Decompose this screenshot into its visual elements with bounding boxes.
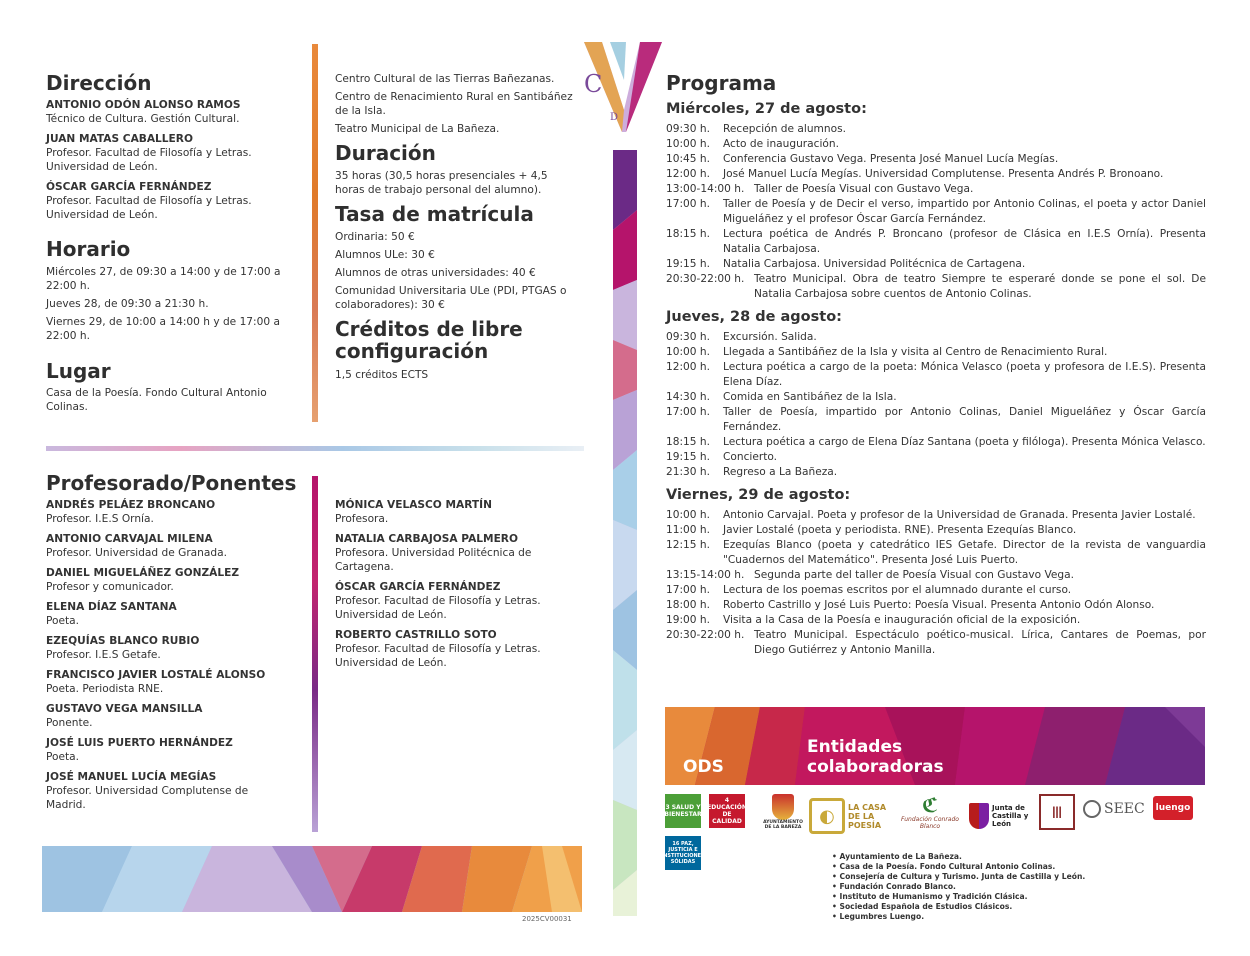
globe-icon <box>1083 800 1101 818</box>
schedule-text: Visita a la Casa de la Poesía e inauguración oficial de la exposición. <box>723 614 1081 626</box>
schedule-time: 19:15 h. <box>666 258 710 270</box>
person-role: Profesor y comunicador. <box>46 581 174 593</box>
person-role: Profesora. Universidad Politécnica de Cartagena. <box>335 547 532 573</box>
logo-letter-c: C <box>584 70 603 98</box>
divider-vertical <box>312 44 318 422</box>
schedule-row <box>666 197 1206 227</box>
schedule-row <box>666 465 1206 480</box>
person-role: Poeta. <box>46 615 80 627</box>
schedule-row <box>666 330 1206 345</box>
person-name: JUAN MATAS CABALLERO <box>46 133 193 145</box>
person-role: Profesora. <box>335 513 389 525</box>
person-name: JOSÉ LUIS PUERTO HERNÁNDEZ <box>46 737 233 749</box>
tasa-item: Alumnos de otras universidades: 40 € <box>335 267 536 279</box>
tasa-item: Comunidad Universitaria ULe (PDI, PTGAS o colaboradores): 30 € <box>335 285 567 311</box>
schedule-row <box>666 435 1206 450</box>
person-role: Poeta. <box>46 751 80 763</box>
schedule-row <box>666 583 1206 598</box>
profesorado-col2 <box>335 498 575 676</box>
schedule-text: Lectura poética a cargo de Elena Díaz Santana (poeta y filóloga). Presenta Mónica Velasco. <box>723 436 1206 448</box>
horario-item: Jueves 28, de 09:30 a 21:30 h. <box>46 298 209 310</box>
schedule-text: Teatro Municipal. Espectáculo poético-musical. Lírica, Cantares de Poemas, por Diego Gutiérrez y Antonio Manilla. <box>754 629 1206 656</box>
c-swirl-icon: ℭ <box>921 793 939 817</box>
list-item: • Casa de la Poesía. Fondo Cultural Antonio Colinas. <box>832 862 1132 872</box>
person-name: ÓSCAR GARCÍA FERNÁNDEZ <box>335 581 501 593</box>
schedule-time: 12:15 h. <box>666 539 710 551</box>
schedule-text: Taller de Poesía y de Decir el verso, impartido por Antonio Colinas, el poeta y actor Daniel Migueláñez y el profesor Óscar García Fernández. <box>723 198 1206 225</box>
conrado-label: Fundación Conrado Blanco <box>901 816 959 830</box>
person-role: Profesor. Facultad de Filosofía y Letras. Universidad de León. <box>46 195 252 221</box>
schedule-time: 20:30-22:00 h. <box>666 273 745 285</box>
schedule-row <box>666 272 1206 302</box>
horario-title: Horario <box>46 237 131 261</box>
schedule-text: Taller de Poesía, impartido por Antonio Colinas, Daniel Migueláñez y Óscar García Fernández. <box>723 406 1206 433</box>
person-name: EZEQUÍAS BLANCO RUBIO <box>46 635 200 647</box>
horario-item: Viernes 29, de 10:00 a 14:00 h y de 17:00 a 22:00 h. <box>46 316 280 342</box>
schedule-text: Lectura poética a cargo de la poeta: Mónica Velasco (poeta y profesora de I.E.S). Presenta Elena Díaz. <box>723 361 1206 388</box>
shield-icon <box>772 794 794 820</box>
schedule-time: 19:15 h. <box>666 451 710 463</box>
list-item: • Instituto de Humanismo y Tradición Clásica. <box>832 892 1132 902</box>
schedule-row <box>666 122 1206 137</box>
day-title: Jueves, 28 de agosto: <box>666 309 842 325</box>
schedule-text: Regreso a La Bañeza. <box>723 466 838 478</box>
person-name: ANDRÉS PELÁEZ BRONCANO <box>46 499 216 511</box>
schedule-text: Conferencia Gustavo Vega. Presenta José Manuel Lucía Megías. <box>723 153 1059 165</box>
profesorado-section <box>46 472 308 818</box>
schedule-text: Javier Lostalé (poeta y periodista. RNE). Presenta Ezequías Blanco. <box>723 524 1077 536</box>
luengo-logo: luengo <box>1153 796 1193 820</box>
divider-vertical <box>312 476 318 832</box>
schedule-time: 12:00 h. <box>666 168 710 180</box>
schedule-row <box>666 523 1206 538</box>
creditos-title: Créditos de libre configuración <box>335 317 523 363</box>
schedule-row <box>666 628 1206 658</box>
schedule-row <box>666 508 1206 523</box>
person-name: FRANCISCO JAVIER LOSTALÉ ALONSO <box>46 669 266 681</box>
schedule-text: Teatro Municipal. Obra de teatro Siempre te esperaré donde se pone el sol. De Natalia Carbajosa sobre cuentos de Antonio Colinas. <box>754 273 1206 300</box>
left-page <box>0 0 620 956</box>
spine-band <box>613 150 637 916</box>
person-role: Profesor. Universidad Complutense de Madrid. <box>46 785 249 811</box>
list-item: • Consejería de Cultura y Turismo. Junta de Castilla y León. <box>832 872 1132 882</box>
place-item: Centro de Renacimiento Rural en Santibáñez de la Isla. <box>335 91 573 117</box>
person-name: ÓSCAR GARCÍA FERNÁNDEZ <box>46 181 212 193</box>
schedule-time: 11:00 h. <box>666 524 710 536</box>
place-item: Centro Cultural de las Tierras Bañezanas. <box>335 73 555 85</box>
tasa-item: Ordinaria: 50 € <box>335 231 415 243</box>
schedule-text: Ezequías Blanco (poeta y catedrático IES Getafe. Director de la revista de vanguardia "Cuadernos del Matemático". Presenta José Luis Puerto. <box>723 539 1206 566</box>
entidades-label: Entidades colaboradoras <box>807 737 944 777</box>
schedule-text: Segunda parte del taller de Poesía Visual con Gustavo Vega. <box>754 569 1074 581</box>
decorative-band <box>42 846 582 912</box>
schedule-time: 18:00 h. <box>666 599 710 611</box>
schedule-text: Antonio Carvajal. Poeta y profesor de la Universidad de Granada. Presenta Javier Lostalé. <box>723 509 1196 521</box>
junta-logo <box>969 796 1035 836</box>
schedule-row <box>666 257 1206 272</box>
programa-section <box>666 72 1206 658</box>
entidades-banner <box>665 707 1205 785</box>
circle-c-icon: ◐ <box>809 798 845 834</box>
person-name: ANTONIO ODÓN ALONSO RAMOS <box>46 99 241 111</box>
bañeza-logo <box>763 794 803 842</box>
document-code: 2025CV00031 <box>522 915 572 923</box>
person-role: Profesor. Facultad de Filosofía y Letras. Universidad de León. <box>335 595 541 621</box>
schedule-time: 17:00 h. <box>666 406 710 418</box>
person-name: DANIEL MIGUELÁÑEZ GONZÁLEZ <box>46 567 240 579</box>
direccion-section <box>46 72 304 228</box>
person-name: JOSÉ MANUEL LUCÍA MEGÍAS <box>46 771 217 783</box>
schedule-time: 09:30 h. <box>666 123 710 135</box>
casa-poesia-label: LA CASA DE LA POESÍA <box>848 802 887 830</box>
person-role: Profesor. Facultad de Filosofía y Letras. Universidad de León. <box>335 643 541 669</box>
schedule-time: 18:15 h. <box>666 436 710 448</box>
column-icon: Ⅲ <box>1051 802 1063 822</box>
logo-letter-d: D <box>610 112 619 123</box>
schedule-time: 13:00-14:00 h. <box>666 183 745 195</box>
bañeza-label: AYUNTAMIENTO DE LA BAÑEZA <box>763 820 803 830</box>
seec-logo <box>1083 798 1149 820</box>
duracion-text: 35 horas (30,5 horas presenciales + 4,5 horas de trabajo personal del alumno). <box>335 170 548 196</box>
shield-icon <box>969 803 989 829</box>
schedule-text: Excursión. Salida. <box>723 331 817 343</box>
schedule-time: 10:00 h. <box>666 138 710 150</box>
direccion-title: Dirección <box>46 71 152 95</box>
schedule-row <box>666 568 1206 583</box>
person-name: ELENA DÍAZ SANTANA <box>46 601 177 613</box>
schedule-text: Lectura de los poemas escritos por el alumnado durante el curso. <box>723 584 1072 596</box>
entidades-list <box>832 852 1132 922</box>
schedule-time: 19:00 h. <box>666 614 710 626</box>
spine-logo <box>580 40 670 132</box>
person-name: ROBERTO CASTRILLO SOTO <box>335 629 497 641</box>
ods-label: ODS <box>683 757 724 777</box>
schedule-text: Acto de inauguración. <box>723 138 839 150</box>
schedule-text: Taller de Poesía Visual con Gustavo Vega. <box>754 183 974 195</box>
person-name: ANTONIO CARVAJAL MILENA <box>46 533 213 545</box>
humanismo-logo <box>1039 794 1075 830</box>
ods-3-logo: 3 SALUD Y BIENESTAR <box>665 794 701 828</box>
schedule-row <box>666 390 1206 405</box>
place-item: Teatro Municipal de La Bañeza. <box>335 123 500 135</box>
schedule-time: 12:00 h. <box>666 361 710 373</box>
horario-item: Miércoles 27, de 09:30 a 14:00 y de 17:00 a 22:00 h. <box>46 266 281 292</box>
schedule-text: Llegada a Santibáñez de la Isla y visita al Centro de Renacimiento Rural. <box>723 346 1108 358</box>
schedule-time: 21:30 h. <box>666 466 710 478</box>
duracion-title: Duración <box>335 141 436 165</box>
tasa-title: Tasa de matrícula <box>335 202 534 226</box>
ods-4-logo: 4 EDUCACIÓN DE CALIDAD <box>709 794 745 828</box>
schedule-text: Recepción de alumnos. <box>723 123 846 135</box>
schedule-time: 20:30-22:00 h. <box>666 629 745 641</box>
schedule-text: Lectura poética de Andrés P. Broncano (profesor de Clásica en I.E.S Ornía). Presenta Natalia Carbajosa. <box>723 228 1206 255</box>
seec-label: SEEC <box>1104 801 1145 817</box>
person-role: Técnico de Cultura. Gestión Cultural. <box>46 113 240 125</box>
lugar-title: Lugar <box>46 359 111 383</box>
person-role: Profesor. I.E.S Getafe. <box>46 649 161 661</box>
schedule-row <box>666 538 1206 568</box>
schedule-time: 10:00 h. <box>666 509 710 521</box>
schedule-row <box>666 613 1206 628</box>
schedule-row <box>666 360 1206 390</box>
logos-row <box>665 794 1205 844</box>
list-item: • Fundación Conrado Blanco. <box>832 882 1132 892</box>
person-name: NATALIA CARBAJOSA PALMERO <box>335 533 518 545</box>
schedule-text: Concierto. <box>723 451 778 463</box>
day-title: Miércoles, 27 de agosto: <box>666 101 867 117</box>
programa-title: Programa <box>666 71 777 95</box>
schedule-text: Natalia Carbajosa. Universidad Politécnica de Cartagena. <box>723 258 1026 270</box>
lugar-section <box>46 360 296 414</box>
profesorado-title: Profesorado/Ponentes <box>46 471 297 495</box>
schedule-time: 09:30 h. <box>666 331 710 343</box>
schedule-time: 13:15-14:00 h. <box>666 569 745 581</box>
schedule-text: Roberto Castrillo y José Luis Puerto: Poesía Visual. Presenta Antonio Odón Alonso. <box>723 599 1155 611</box>
junta-label: Junta de Castilla y León <box>992 804 1029 828</box>
schedule-time: 10:00 h. <box>666 346 710 358</box>
person-role: Profesor. Facultad de Filosofía y Letras. Universidad de León. <box>46 147 252 173</box>
info-section <box>335 72 575 382</box>
polygon-pattern <box>42 846 582 912</box>
schedule-text: José Manuel Lucía Megías. Universidad Complutense. Presenta Andrés P. Bronoano. <box>723 168 1164 180</box>
lugar-text: Casa de la Poesía. Fondo Cultural Antonio Colinas. <box>46 387 267 413</box>
list-item: • Legumbres Luengo. <box>832 912 1132 922</box>
schedule-time: 10:45 h. <box>666 153 710 165</box>
day-title: Viernes, 29 de agosto: <box>666 487 851 503</box>
schedule-time: 17:00 h. <box>666 198 710 210</box>
schedule-time: 14:30 h. <box>666 391 710 403</box>
schedule-row <box>666 345 1206 360</box>
person-role: Poeta. Periodista RNE. <box>46 683 164 695</box>
tasa-item: Alumnos ULe: 30 € <box>335 249 435 261</box>
schedule-row <box>666 227 1206 257</box>
schedule-time: 17:00 h. <box>666 584 710 596</box>
person-name: GUSTAVO VEGA MANSILLA <box>46 703 203 715</box>
schedule-row <box>666 167 1206 182</box>
conrado-logo <box>897 794 963 836</box>
schedule-row <box>666 137 1206 152</box>
ods-16-logo: 16 PAZ, JUSTICIA E INSTITUCIONES SÓLIDAS <box>665 836 701 870</box>
list-item: • Sociedad Española de Estudios Clásicos. <box>832 902 1132 912</box>
divider-horizontal <box>46 446 584 451</box>
schedule-row <box>666 450 1206 465</box>
schedule-row <box>666 152 1206 167</box>
person-name: MÓNICA VELASCO MARTÍN <box>335 499 492 511</box>
schedule-row <box>666 405 1206 435</box>
schedule-text: Comida en Santibáñez de la Isla. <box>723 391 897 403</box>
person-role: Profesor. Universidad de Granada. <box>46 547 227 559</box>
schedule-row <box>666 182 1206 197</box>
schedule-time: 18:15 h. <box>666 228 710 240</box>
creditos-text: 1,5 créditos ECTS <box>335 369 429 381</box>
list-item: • Ayuntamiento de La Bañeza. <box>832 852 1132 862</box>
horario-section <box>46 238 296 347</box>
person-role: Ponente. <box>46 717 93 729</box>
schedule-row <box>666 598 1206 613</box>
casa-poesia-logo <box>809 796 891 836</box>
person-role: Profesor. I.E.S Ornía. <box>46 513 154 525</box>
